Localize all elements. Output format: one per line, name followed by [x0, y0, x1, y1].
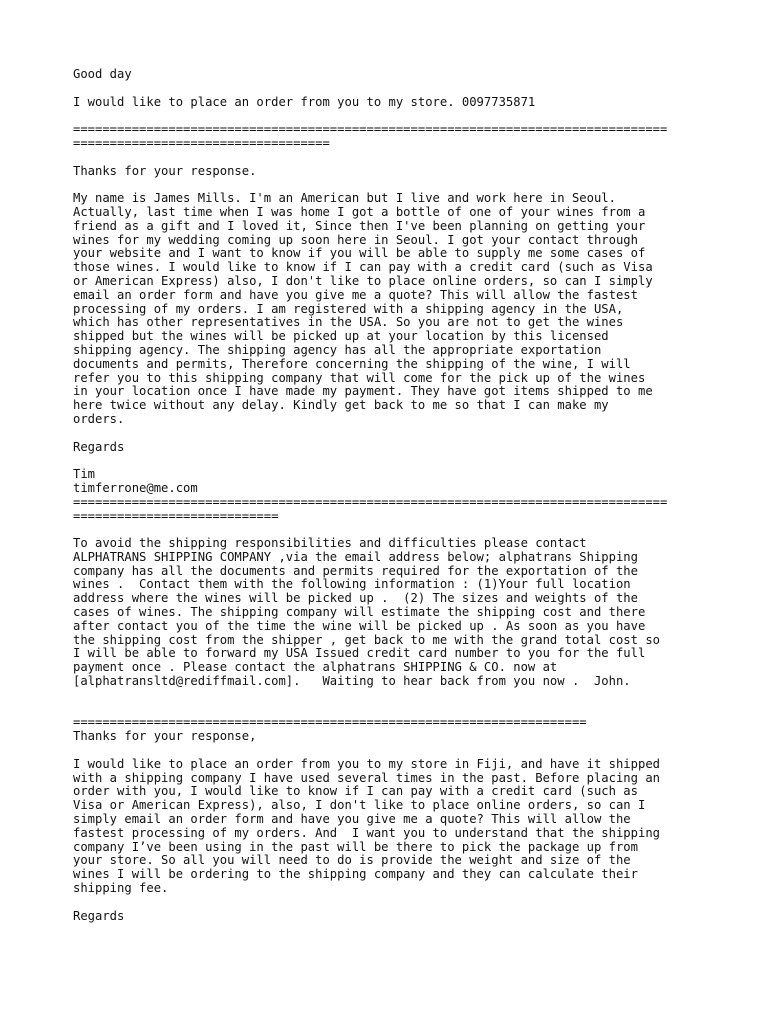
document-line: simply email an order form and have you give me a quote? This will allow the	[73, 812, 631, 827]
document-line	[73, 109, 713, 123]
document-line	[73, 427, 713, 441]
document-line	[73, 744, 713, 758]
document-line: documents and permits, Therefore concerning the shipping of the wine, I will	[73, 356, 631, 371]
document-line: wines for my wedding coming up soon here in Seoul. I got your contact through	[73, 232, 638, 247]
document-line: or American Express) also, I don't like to place online orders, so can I simply	[73, 273, 653, 288]
document-line	[73, 689, 713, 703]
document-line: My name is James Mills. I'm an American but I live and work here in Seoul.	[73, 191, 616, 206]
document-line: payment once . Please contact the alphatrans SHIPPING & CO. now at	[73, 660, 558, 675]
document-line: orders.	[73, 411, 125, 426]
document-line: wines . Contact them with the following information : (1)Your full location	[73, 577, 631, 592]
document-line: fastest processing of my orders. And I want you to understand that the shipping	[73, 825, 660, 840]
document-line	[73, 703, 713, 717]
document-line: ======================================================================	[73, 715, 587, 730]
email-document	[73, 68, 713, 923]
document-line: your store. So all you will need to do is provide the weight and size of the	[73, 853, 631, 868]
document-line: ============================	[73, 508, 279, 523]
document-line: here twice without any delay. Kindly get back to me so that I can make my	[73, 398, 609, 413]
document-line	[73, 151, 713, 165]
document-line: with a shipping company I have used several times in the past. Before placing an	[73, 770, 660, 785]
document-line: ===================================	[73, 135, 330, 150]
document-line: in your location once I have made my payment. They have got items shipped to me	[73, 384, 653, 399]
document-line	[73, 454, 713, 468]
document-line: processing of my orders. I am registered with a shipping agency in the USA,	[73, 301, 624, 316]
document-line: company I’ve been using in the past will be there to pick the package up from	[73, 839, 638, 854]
document-line: Regards	[73, 908, 125, 923]
document-line: To avoid the shipping responsibilities and difficulties please contact	[73, 536, 587, 551]
document-line: after contact you of the time the wine will be picked up . As soon as you have	[73, 618, 646, 633]
document-line: Thanks for your response.	[73, 163, 257, 178]
document-line: Visa or American Express), also, I don't like to place online orders, so can I	[73, 798, 646, 813]
document-line: =================================================================================	[73, 494, 668, 509]
document-line: Tim	[73, 467, 96, 482]
document-line: =================================================================================	[73, 122, 668, 137]
document-line: Actually, last time when I was home I got a bottle of one of your wines from a	[73, 204, 646, 219]
document-line: address where the wines will be picked up . (2) The sizes and weights of the	[73, 591, 638, 606]
document-line: Regards	[73, 439, 125, 454]
document-line	[73, 82, 713, 96]
document-line: those wines. I would like to know if I can pay with a credit card (such as Visa	[73, 260, 653, 275]
document-line: ALPHATRANS SHIPPING COMPANY ,via the email address below; alphatrans Shipping	[73, 549, 638, 564]
document-line: friend as a gift and I loved it, Since then I've been planning on getting your	[73, 218, 646, 233]
document-line	[73, 178, 713, 192]
document-line: Thanks for your response,	[73, 729, 257, 744]
document-line: which has other representatives in the USA. So you are not to get the wines	[73, 315, 624, 330]
document-line: timferrone@me.com	[73, 480, 198, 495]
document-line: the shipping cost from the shipper , get back to me with the grand total cost so	[73, 632, 660, 647]
document-line: refer you to this shipping company that will come for the pick up of the wines	[73, 370, 646, 385]
document-line: I would like to place an order from you to my store in Fiji, and have it shipped	[73, 756, 660, 771]
document-line: your website and I want to know if you will be able to supply me some cases of	[73, 246, 646, 261]
document-line: wines I will be ordering to the shipping company and they can calculate their	[73, 867, 638, 882]
document-line: email an order form and have you give me a quote? This will allow the fastest	[73, 287, 638, 302]
document-line: I would like to place an order from you to my store. 0097735871	[73, 94, 536, 109]
document-line: cases of wines. The shipping company will estimate the shipping cost and there	[73, 605, 646, 620]
document-line: shipped but the wines will be picked up at your location by this licensed	[73, 329, 609, 344]
document-line: shipping fee.	[73, 881, 169, 896]
document-line: I will be able to forward my USA Issued credit card number to you for the full	[73, 646, 646, 661]
document-line	[73, 523, 713, 537]
document-line: [alphatransltd@rediffmail.com]. Waiting to hear back from you now . John.	[73, 674, 631, 689]
document-line: shipping agency. The shipping agency has all the appropriate exportation	[73, 342, 602, 357]
document-line: order with you, I would like to know if I can pay with a credit card (such as	[73, 784, 638, 799]
document-line: Good day	[73, 67, 132, 81]
document-line	[73, 896, 713, 910]
document-line: company has all the documents and permits required for the exportation of the	[73, 563, 638, 578]
